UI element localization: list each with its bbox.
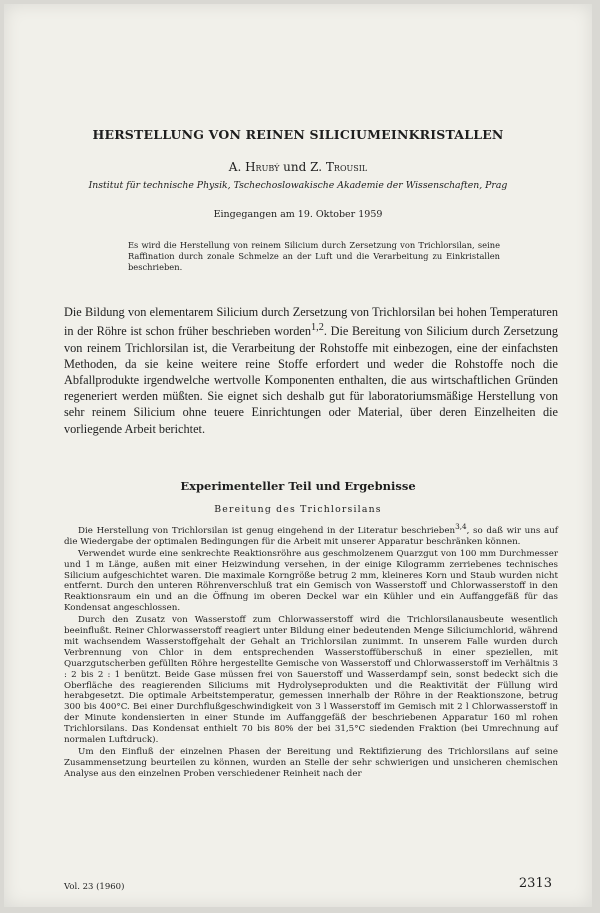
affiliation: Institut für technische Physik, Tschechoslowakische Akademie der Wissenschaften, Prag — [88, 180, 508, 191]
abstract: Es wird die Herstellung von reinem Silicium durch Zersetzung von Trichlorsilan, seine Raffination durch zonale Schmelze an der Luft und die Verarbeitung zu Einkristallen beschrieben. — [128, 240, 500, 272]
lead-text-a: Die Bildung von elementarem Silicium durch Zersetzung von Trichlorsilan bei hohen Temperaturen in der Röhre ist schon früher beschrieben worden — [64, 305, 558, 339]
body-text — [64, 522, 558, 781]
p1-reference: 3,4 — [455, 522, 467, 531]
body-paragraph-2: Verwendet wurde eine senkrechte Reaktionsröhre aus geschmolzenem Quarzgut von 100 mm Durchmesser und 1 m Länge, außen mit einer Heizwindung versehen, in der einige Kilogramm zerriebenes technisches Silicium aufgeschichtet waren. Die maximale Korngröße betrug 2 mm, kleineres Korn und Staub wurden nicht entfernt. Durch den unteren Röhrenverschluß trat ein Gemisch von Wasserstoff und Chlorwasserstoff in den Reaktionsraum ein und an die Öffnung im oberen Deckel war ein Kühler und ein Auffanggefäß für das Kondensat angeschlossen. — [64, 548, 558, 614]
p1-text-b: , so daß wir uns auf die Wiedergabe der optimalen Bedingungen für die Arbeit mit unserer Apparatur beschränken können. — [64, 525, 558, 547]
lead-reference: 1,2 — [311, 322, 324, 334]
received-date: Eingegangen am 19. Oktober 1959 — [213, 209, 383, 220]
author-1-initial: A. — [228, 160, 242, 174]
author-1-surname: Hrubý — [245, 160, 280, 174]
p1-text-a: Die Herstellung von Trichlorsilan ist genug eingehend in der Literatur beschrieben — [78, 525, 456, 536]
body-paragraph-4: Um den Einfluß der einzelnen Phasen der Bereitung und Rektifizierung des Trichlorsilans auf seine Zusammensetzung beurteilen zu können, wurden an Stelle der sehr schwierigen und unsicheren chemischen Analyse aus den einzelnen Proben verschiedener Reinheit nach der — [64, 747, 558, 779]
subsection-heading: Bereitung des Trichlorsilans — [214, 504, 382, 515]
body-paragraph-1 — [64, 522, 558, 548]
article-title: HERSTELLUNG VON REINEN SILICIUMEINKRISTALLEN — [92, 127, 504, 142]
author-2-surname: Trousil — [325, 160, 368, 174]
author-line — [4, 160, 592, 174]
author-2-initial: Z. — [310, 160, 323, 174]
author-connector: und — [283, 160, 307, 174]
lead-paragraph — [64, 304, 558, 437]
body-paragraph-3: Durch den Zusatz von Wasserstoff zum Chlorwasserstoff wird die Trichlorsilanausbeute wesentlich beeinflußt. Reiner Chlorwasserstoff reagiert unter Bildung einer bedeutenden Menge Siliciumchlorid, während mit wachsendem Wasserstoffgehalt der Gehalt an Trichlorsilan zunimmt. In unserem Falle wurden durch Verbrennung von Chlor in dem entsprechenden Wasserstoffüberschuß in einer speziellen, mit Quarzgutscherben gefüllten Röhre hergestellte Gemische von Wasserstoff und Chlorwasserstoff im Verhältnis 3 : 2 bis 2 : 1 benützt. Beide Gase müssen frei von Sauerstoff und Wasserdampf sein, sonst bedeckt sich die Oberfläche des reagierenden Siliciums mit Hydrolyseprodukten und die Reaktivität der Füllung wird herabgesetzt. Die optimale Arbeitstemperatur, gemessen innerhalb der Röhre in der Reaktionszone, betrug 300 bis 400°C. Bei einer Durchflußgeschwindigkeit von 3 l Wasserstoff im Gemisch mit 2 l Chlorwasserstoff in der Minute kondensierten in einer Stunde im Auffanggefäß der beschriebenen Apparatur 160 ml rohen Trichlorsilans. Das Kondensat enthielt 70 bis 80% der bei 31,5°C siedenden Fraktion (bei Umrechnung auf normalen Luftdruck). — [64, 615, 558, 746]
lead-text-b: . Die Bereitung von Silicium durch Zersetzung von reinem Trichlorsilan ist, die Verarbeitung der Rohstoffe mit einbezogen, eine der einfachsten Methoden, da sie keine weitere reine Stoffe erfordert und weder die Rohstoffe noch die Abfallprodukte irgendwelche wertvolle Komponenten enthalten, die aus wirtschaftlichen Gründen regeneriert werden müßten. Sie eignet sich deshalb gut für laboratoriumsmäßige Herstellung von sehr reinem Silicium ohne teuere Einrichtungen oder Material, über deren Einzelheiten die vorliegende Arbeit berichtet. — [64, 324, 558, 436]
section-heading: Experimenteller Teil und Ergebnisse — [180, 479, 416, 493]
volume-info: Vol. 23 (1960) — [64, 882, 125, 892]
journal-page — [4, 4, 592, 907]
page-number: 2313 — [518, 876, 552, 891]
